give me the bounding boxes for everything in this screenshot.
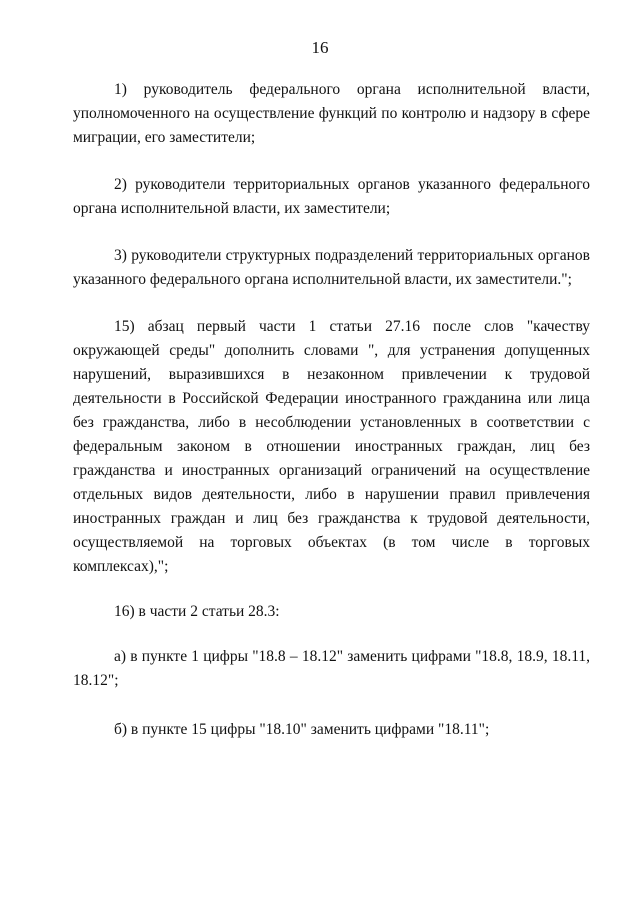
paragraph-item-16: 16) в части 2 статьи 28.3: [114, 603, 280, 620]
paragraph-item-15: 15) абзац первый части 1 статьи 27.16 после слов "качеству окружающей среды" дополнить словами ", для устранения допущенных нарушений, выразившихся в незаконном привлечении к трудовой деятельности в Российской Федерации иностранного гражданина или лица без гражданства, либо в несоблюдении установленных в соответствии с федеральным законом в отношении иностранных граждан, лиц без гражданства и иностранных организаций ограничений на осуществление отдельных видов деятельности, либо в нарушении правил привлечения иностранных граждан и лиц без гражданства к трудовой деятельности, осуществляемой на торговых объектах (в том числе в торговых комплексах),"; [73, 318, 590, 575]
paragraph-item-1: 1) руководитель федерального органа исполнительной власти, уполномоченного на осуществление функций по контролю и надзору в сфере миграции, его заместители; [73, 81, 590, 146]
paragraph-item-2: 2) руководители территориальных органов указанного федерального органа исполнительной власти, их заместители; [73, 176, 590, 217]
paragraph-item-3: 3) руководители структурных подразделений территориальных органов указанного федерального органа исполнительной власти, их заместители."; [73, 247, 590, 288]
paragraph-subitem-b: б) в пункте 15 цифры "18.10" заменить цифрами "18.11"; [114, 721, 490, 738]
page-number: 16 [311, 38, 329, 57]
paragraph-subitem-a: а) в пункте 1 цифры "18.8 – 18.12" заменить цифрами "18.8, 18.9, 18.11, 18.12"; [73, 648, 590, 689]
document-body [73, 78, 590, 742]
